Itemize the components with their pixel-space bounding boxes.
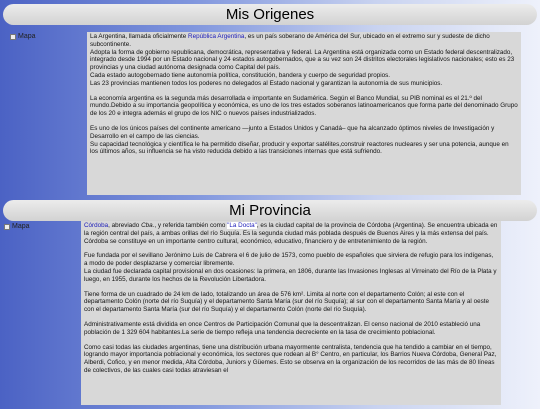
map-image-origenes [10, 33, 36, 40]
broken-image-icon [10, 34, 16, 40]
text-panel-provincia [81, 221, 501, 405]
highlight-la-docta: "La Docta" [227, 222, 257, 229]
section-title-origenes: Mis Origenes [3, 4, 537, 25]
paragraph: La Argentina, llamada oficialmente República Argentina, es un país soberano de América del Sur, ubicado en el extremo sur y sudeste de dicho subcontinente. Adopta la forma de gobierno republicana, democrática, representativa y federal. La Argentina está organizada como un Estado federal descentralizado, integrado desde 1994 por un Estado nacional y 24 estados autogobernados, que a su vez son 24 distritos electorales legislativos nacionales; esto es 23 provincias y una ciudad autónoma designada como Capital del país. Cada estado autogobernado tiene autonomía política, constitución, bandera y cuerpo de seguridad propios. Las 23 provincias mantienen todos los poderes no delegados al Estado nacional y garantizan la autonomía de sus municipios. [90, 33, 515, 87]
text-panel-origenes [87, 32, 521, 195]
paragraph: Administrativamente está dividida en once Centros de Participación Comunal que la descentralizan. El censo nacional de 2010 estableció una población de 1 329 604 habitantes.La serie de tiempo refleja una tendencia decreciente en la tasa de crecimiento poblacional. [84, 320, 481, 336]
link-cordoba[interactable]: Córdoba [84, 222, 109, 229]
section-provincia [0, 221, 540, 401]
map-image-provincia [4, 223, 30, 230]
paragraph: Córdoba, abreviado Cba., y referida también como "La Docta", es la ciudad capital de la provincia de Córdoba (Argentina). Se encuentra ubicada en la región central del país, a ambas orillas del río Suquía. Es la segunda ciudad más poblada después de Buenos Aires y la más extensa del país. Córdoba se constituye en un importante centro cultural, económico, educativo, financiero y de entretenimiento de la región. [84, 222, 498, 245]
map-image-alt: Mapa [18, 33, 36, 40]
paragraph: Es uno de los únicos países del continente americano —junto a Estados Unidos y Canadá– que ha alcanzado óptimos niveles de Investigación y Desarrollo en el campo de las ciencias. Su capacidad tecnológica y científica le ha permitido diseñar, producir y exportar satélites,construir reactores nucleares y ser una potencia, aunque en los últimos años, su influencia se ha visto reducida debido a las transiciones internas que está sufriendo. [90, 124, 509, 156]
map-image-alt: Mapa [12, 223, 30, 230]
link-republica-argentina[interactable]: República Argentina [188, 33, 245, 40]
paragraph: La economía argentina es la segunda más desarrollada e importante en Sudamérica. Según el Banco Mundial, su PIB nominal es el 21.º del mundo.Debido a su importancia geopolítica y económica, es uno de los tres estados soberanos latinoamericanos que forma parte del denominado Grupo de los 20 e integra además el grupo de los NIC o nuevos países industrializados. [90, 94, 518, 118]
paragraph: Fue fundada por el sevillano Jerónimo Luis de Cabrera el 6 de julio de 1573, como pueblo de españoles que sirviera de refugio para los indígenas, a modo de poder desplazarse y comerciar libremente. La ciudad fue declarada capital provisional en dos ocasiones: la primera, en 1806, durante las Invasiones Inglesas al Virreinato del Río de la Plata y luego, en 1955, durante los hechos de la Revolución Libertadora. [84, 252, 497, 283]
section-title-provincia: Mi Provincia [3, 200, 537, 221]
broken-image-icon [4, 224, 10, 230]
paragraph: Como casi todas las ciudades argentinas, tiene una distribución urbana mayormente centralista, tendencia que ha tendido a cambiar en el tiempo, logrando mayor importancia poblacional y económica, los sectores que rodean al B° Centro, en particular, los Barrios Nueva Córdoba, General Paz, Alberdi, Cofico, y en menor medida, Alta Córdoba, Juniors y Güemes. Esto se observa en la organización de los recorridos de las más de 80 líneas de colectivos, de las cuales casi todas atraviesan el [84, 343, 497, 374]
paragraph: Tiene forma de un cuadrado de 24 km de lado, totalizando un área de 576 km². Limita al norte con el departamento Colón; al este con el departamento Colón (norte del río Suquía) y el departamento Santa María (sur del río Suquía); al sur con el departamento Santa María y al oeste con el departamento Santa María (sur del río Suquía) y el departamento Colón (norte del río Suquía). [84, 290, 489, 314]
section-origenes [0, 25, 540, 200]
